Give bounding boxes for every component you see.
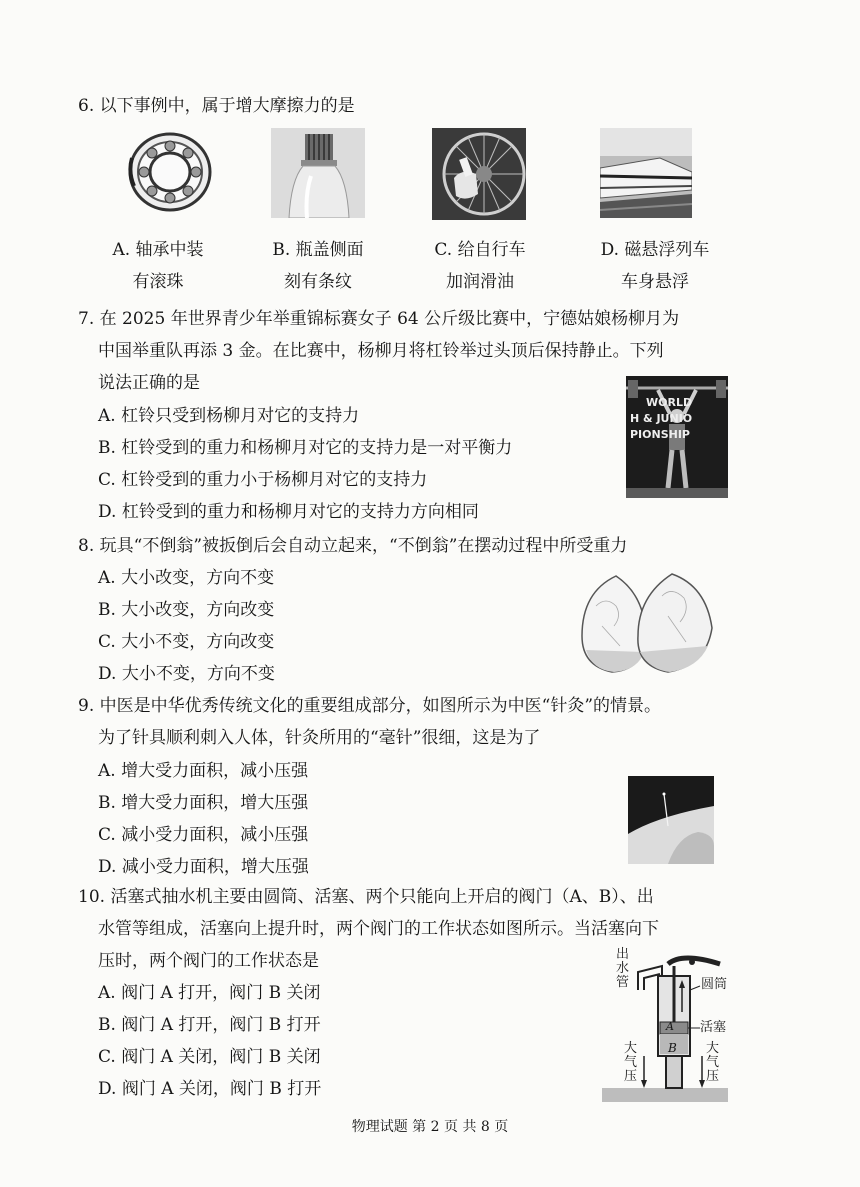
air-pressure-right-1: 大	[706, 1041, 720, 1056]
outlet-label-2: 水	[616, 961, 630, 976]
q7-stem-line1: 7. 在 2025 年世界青少年举重锦标赛女子 64 公斤级比赛中，宁德姑娘杨柳月为	[78, 309, 680, 329]
photo-banner-line2: H & JUNIO	[630, 412, 693, 425]
q9-stem-line2: 为了针具顺利刺入人体，针灸所用的“毫针”很细，这是为了	[98, 728, 541, 748]
outlet-label-3: 管	[616, 975, 630, 990]
q6-caption-b-line2: 刻有条纹	[284, 272, 352, 292]
q6-caption-d-line1: D. 磁悬浮列车	[600, 240, 710, 260]
q6-caption-c-line2: 加润滑油	[446, 272, 514, 292]
q9-option-c: C. 减小受力面积，减小压强	[98, 825, 309, 845]
q8-option-b: B. 大小改变，方向改变	[98, 600, 275, 620]
pump-diagram	[602, 946, 728, 1102]
q10-stem-line1: 10. 活塞式抽水机主要由圆筒、活塞、两个只能向上开启的阀门（A、B）、出	[78, 887, 654, 907]
valve-b-label: B	[668, 1041, 677, 1055]
air-pressure-left-3: 压	[624, 1069, 638, 1084]
q10-stem-line2: 水管等组成，活塞向上提升时，两个阀门的工作状态如图所示。当活塞向下	[98, 919, 659, 939]
bearing-image	[122, 128, 214, 216]
photo-banner-line1: WORLD	[646, 396, 693, 409]
q6-caption-a-line2: 有滚珠	[132, 272, 184, 292]
q8-option-d: D. 大小不变，方向不变	[98, 664, 275, 684]
q7-stem-line3: 说法正确的是	[98, 373, 200, 393]
q10-option-a: A. 阀门 A 打开，阀门 B 关闭	[98, 983, 321, 1003]
page-footer: 物理试题 第 2 页 共 8 页	[351, 1119, 509, 1135]
q8-option-c: C. 大小不变，方向改变	[98, 632, 275, 652]
q7-option-c: C. 杠铃受到的重力小于杨柳月对它的支持力	[98, 470, 428, 490]
q9-option-a: A. 增大受力面积，减小压强	[98, 761, 309, 781]
valve-a-label: A	[666, 1020, 674, 1033]
q10-option-c: C. 阀门 A 关闭，阀门 B 关闭	[98, 1047, 321, 1067]
q9-option-d: D. 减小受力面积，增大压强	[98, 857, 309, 877]
maglev-train-image	[600, 128, 692, 218]
q7-option-b: B. 杠铃受到的重力和杨柳月对它的支持力是一对平衡力	[98, 438, 513, 458]
air-pressure-left-1: 大	[624, 1041, 638, 1056]
air-pressure-right-2: 气	[706, 1055, 720, 1070]
q10-option-d: D. 阀门 A 关闭，阀门 B 打开	[98, 1079, 322, 1099]
q10-stem-line3: 压时，两个阀门的工作状态是	[98, 951, 319, 971]
air-pressure-left-2: 气	[624, 1055, 638, 1070]
q6-stem: 6. 以下事例中，属于增大摩擦力的是	[78, 96, 355, 116]
q7-stem-line2: 中国举重队再添 3 金。在比赛中，杨柳月将杠铃举过头顶后保持静止。下列	[98, 341, 664, 361]
q6-caption-d-line2: 车身悬浮	[621, 272, 689, 292]
q7-option-d: D. 杠铃受到的重力和杨柳月对它的支持力方向相同	[98, 502, 479, 522]
photo-banner-line3: PIONSHIP	[630, 428, 690, 441]
air-pressure-right-3: 压	[706, 1069, 720, 1084]
bicycle-oil-image	[432, 128, 526, 220]
outlet-label-1: 出	[616, 947, 630, 962]
bottle-cap-image	[271, 128, 365, 218]
piston-label: 活塞	[700, 1020, 727, 1035]
q6-caption-a-line1: A. 轴承中装	[112, 240, 204, 260]
q8-option-a: A. 大小改变，方向不变	[98, 568, 275, 588]
q6-caption-c-line1: C. 给自行车	[434, 240, 526, 260]
q10-option-b: B. 阀门 A 打开，阀门 B 打开	[98, 1015, 321, 1035]
q6-caption-b-line1: B. 瓶盖侧面	[272, 240, 364, 260]
q9-stem-line1: 9. 中医是中华优秀传统文化的重要组成部分，如图所示为中医“针灸”的情景。	[78, 696, 662, 716]
cylinder-label: 圆筒	[701, 977, 728, 992]
tumbler-toy-image	[576, 566, 720, 676]
q8-stem: 8. 玩具“不倒翁”被扳倒后会自动立起来，“不倒翁”在摆动过程中所受重力	[78, 536, 628, 556]
weightlifter-photo	[626, 376, 728, 498]
acupuncture-photo	[628, 776, 714, 864]
q7-option-a: A. 杠铃只受到杨柳月对它的支持力	[98, 406, 360, 426]
q9-option-b: B. 增大受力面积，增大压强	[98, 793, 309, 813]
